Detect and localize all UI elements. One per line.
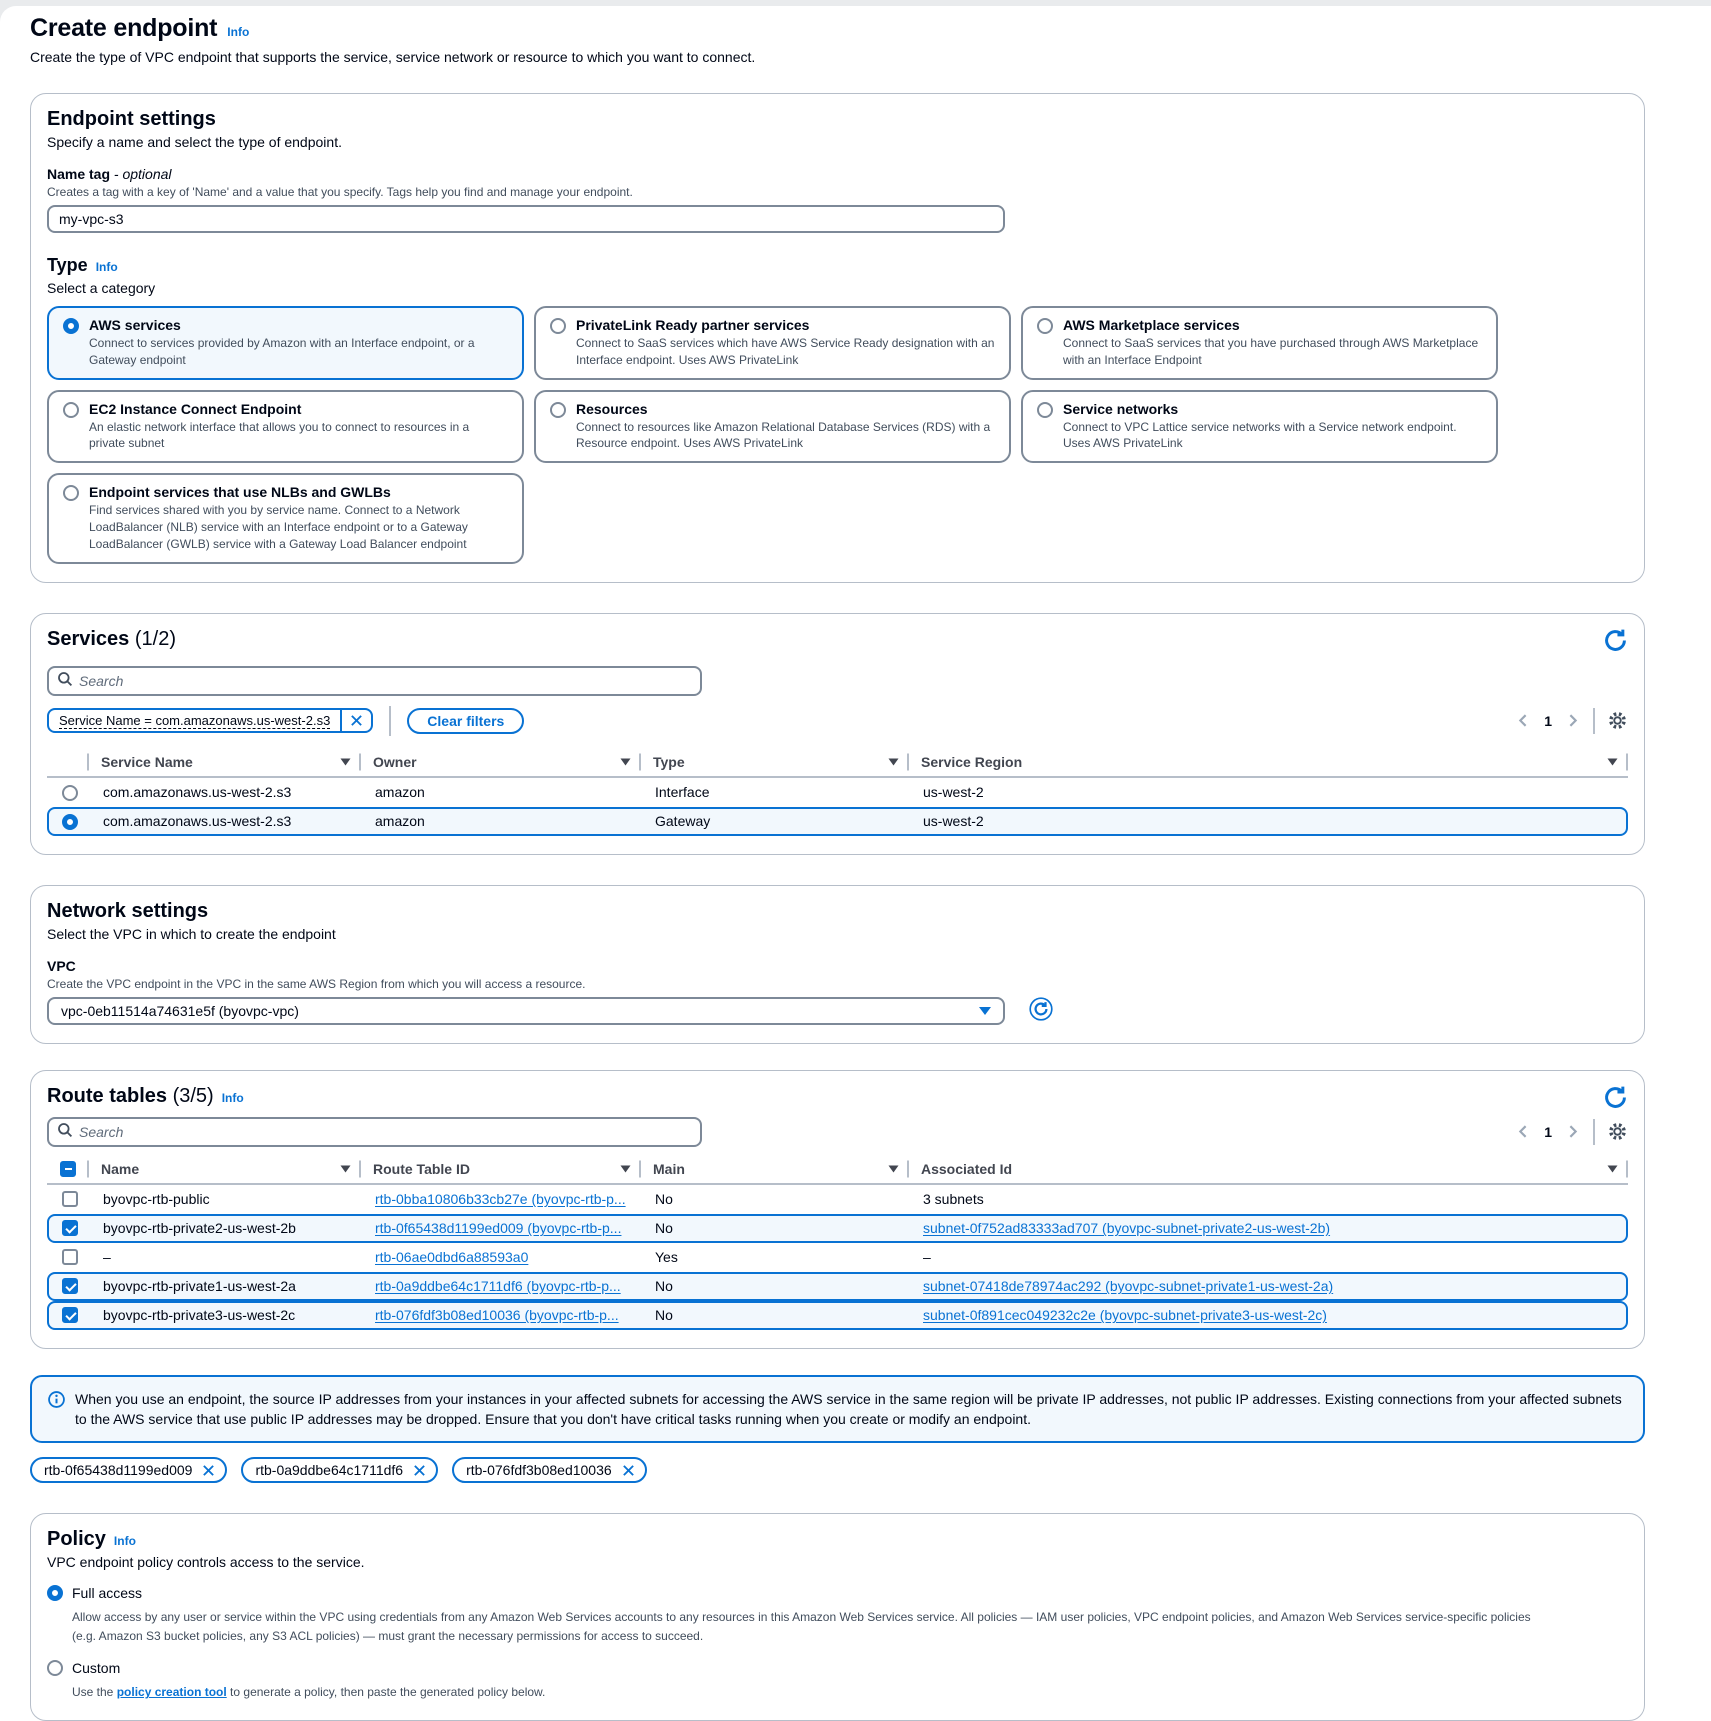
vpc-select-value: vpc-0eb11514a74631e5f (byovpc-vpc) [61,1002,299,1019]
page-prev-icon[interactable] [1515,712,1532,729]
row-checkbox-checked[interactable] [62,1220,78,1236]
radio-icon [1037,402,1053,418]
page-info-link[interactable]: Info [227,25,250,39]
route-table-row[interactable]: – rtb-06ae0dbd6a88593a0 Yes – [47,1243,1628,1272]
type-label: Type [47,255,88,275]
subnets-popover-link[interactable]: 3 subnets [923,1191,984,1208]
services-pagination [1515,708,1628,734]
full-access-description: Allow access by any user or service within the VPC using credentials from any Amazon Web Services accounts to any resources in this Amazon Web Services service. All policies — IAM user policies, VPC endpoint policies, and Amazon Web Services service-specific policies (e.g. Amazon S3 bucket policies, any S3 ACL policies) — must grant the necessary permissions for access to succeed. [72,1610,1531,1643]
route-table-id-link[interactable]: rtb-0a9ddbe64c1711df6 (byovpc-rtb-p... [375,1278,621,1295]
vpc-label: VPC [47,957,76,974]
refresh-icon [1603,1085,1628,1113]
policy-option-full-access [47,1584,1628,1645]
remove-chip-icon[interactable] [202,1464,215,1477]
radio-icon [1037,318,1053,334]
page-subtitle: Create the type of VPC endpoint that supports the service, service network or resource to which you want to connect. [30,49,756,65]
services-card [30,613,1645,855]
divider [1593,708,1595,734]
radio-icon [550,402,566,418]
divider [389,706,391,736]
services-page-number[interactable]: 1 [1544,712,1552,729]
column-filter-icon[interactable] [340,1165,351,1173]
name-tag-input[interactable] [47,205,1005,233]
endpoint-info-alert [30,1375,1645,1444]
route-table-id-link[interactable]: rtb-0bba10806b33cb27e (byovpc-rtb-p... [375,1191,626,1208]
custom-description: Use the policy creation tool to generate a policy, then paste the generated policy below. [72,1685,546,1700]
route-tables-table-header: Name Route Table ID Main Associated Id [47,1155,1628,1185]
column-filter-icon[interactable] [620,758,631,766]
route-table-row[interactable]: byovpc-rtb-public rtb-0bba10806b33cb27e (byovpc-rtb-p... No 3 subnets [47,1185,1628,1214]
route-tables-title: Route tables (3/5) [47,1084,214,1107]
route-tables-page-number[interactable]: 1 [1544,1123,1552,1140]
select-all-checkbox[interactable] [60,1161,76,1177]
caret-down-icon [979,1007,991,1015]
network-settings-description: Select the VPC in which to create the endpoint [47,925,336,942]
route-tables-preferences-gear-icon[interactable] [1607,1121,1628,1142]
type-option-resources[interactable]: Resources Connect to resources like Amazon Relational Database Services (RDS) with a Resource endpoint. Uses AWS PrivateLink [534,390,1011,464]
remove-chip-icon[interactable] [413,1464,426,1477]
page-prev-icon[interactable] [1515,1123,1532,1140]
clear-filters-button[interactable]: Clear filters [407,708,524,734]
info-icon [48,1391,65,1430]
remove-chip-icon[interactable] [622,1464,635,1477]
radio-checked-icon[interactable] [62,814,78,830]
policy-option-custom [47,1659,1628,1702]
route-tables-table [47,1155,1628,1330]
route-table-row[interactable]: byovpc-rtb-private1-us-west-2a rtb-0a9ddbe64c1711df6 (byovpc-rtb-p... No subnet-07418de78974ac292 (byovpc-subnet-private1-us-west-2a) [47,1272,1628,1301]
type-option-ec2-instance-connect[interactable]: EC2 Instance Connect Endpoint An elastic network interface that allows you to connect to resources in a private subnet [47,390,524,464]
policy-card [30,1513,1645,1721]
policy-title: Policy [47,1528,106,1551]
route-tables-card [30,1070,1645,1349]
vpc-helper: Create the VPC endpoint in the VPC in the same AWS Region from which you will access a resource. [47,976,586,991]
policy-info-link[interactable]: Info [113,1534,136,1549]
network-settings-title: Network settings [47,899,209,922]
services-preferences-gear-icon[interactable] [1607,710,1628,731]
radio-icon [47,1660,63,1676]
row-checkbox[interactable] [62,1191,78,1207]
route-table-row[interactable]: byovpc-rtb-private3-us-west-2c rtb-076fdf3b08ed10036 (byovpc-rtb-p... No subnet-0f891cec049232c2e (byovpc-subnet-private3-us-west-2c) [47,1301,1628,1330]
services-count: (1/2) [134,627,176,650]
column-filter-icon[interactable] [620,1165,631,1173]
route-table-chip[interactable]: rtb-0a9ddbe64c1711df6 [241,1457,438,1483]
service-row-interface[interactable]: com.amazonaws.us-west-2.s3 amazon Interface us-west-2 [47,778,1628,807]
type-description: Select a category [47,280,156,296]
remove-filter-icon[interactable] [340,710,371,731]
route-tables-refresh-button[interactable] [1603,1085,1628,1113]
subnet-link[interactable]: subnet-0f752ad83333ad707 (byovpc-subnet-private2-us-west-2b) [923,1220,1331,1237]
type-option-privatelink-partner[interactable]: PrivateLink Ready partner services Connect to SaaS services which have AWS Service Ready designation with an Interface endpoint. Uses AWS PrivateLink [534,306,1011,380]
route-tables-count: (3/5) [172,1084,214,1107]
endpoint-settings-card [30,93,1645,583]
endpoint-settings-description: Specify a name and select the type of endpoint. [47,134,342,150]
service-row-gateway[interactable]: com.amazonaws.us-west-2.s3 amazon Gateway us-west-2 [47,807,1628,836]
row-checkbox-checked[interactable] [62,1278,78,1294]
route-table-chip[interactable]: rtb-076fdf3b08ed10036 [452,1457,647,1483]
type-info-link[interactable]: Info [95,260,118,274]
full-access-radio[interactable]: Full access [47,1584,1628,1601]
divider [1593,1119,1595,1145]
services-table [47,748,1628,836]
route-table-id-link[interactable]: rtb-06ae0dbd6a88593a0 [375,1249,529,1266]
refresh-icon [1029,997,1053,1024]
route-table-chip[interactable]: rtb-0f65438d1199ed009 [30,1457,227,1483]
radio-icon [63,402,79,418]
subnet-link[interactable]: subnet-0f891cec049232c2e (byovpc-subnet-private3-us-west-2c) [923,1307,1327,1324]
type-option-service-networks[interactable]: Service networks Connect to VPC Lattice service networks with a Service network endpoint. Uses AWS PrivateLink [1021,390,1498,464]
vpc-select[interactable] [47,997,1005,1025]
column-filter-icon[interactable] [1607,758,1618,766]
name-tag-label: Name tag - optional [47,166,172,182]
services-refresh-button[interactable] [1603,628,1628,656]
custom-radio[interactable]: Custom [47,1659,1628,1676]
radio-icon [550,318,566,334]
search-icon [57,671,73,690]
type-option-marketplace[interactable]: AWS Marketplace services Connect to SaaS services that you have purchased through AWS Marketplace with an Interface Endpoint [1021,306,1498,380]
column-filter-icon[interactable] [888,758,899,766]
policy-description: VPC endpoint policy controls access to the service. [47,1554,365,1571]
services-title: Services (1/2) [47,627,176,650]
radio-checked-icon [63,318,79,334]
route-tables-search[interactable] [47,1117,702,1147]
create-endpoint-page [0,6,1711,1721]
radio-icon [63,485,79,501]
endpoint-settings-title: Endpoint settings [47,108,216,130]
page-next-icon[interactable] [1564,1123,1581,1140]
service-name-filter-chip[interactable]: Service Name = com.amazonaws.us-west-2.s3 [47,708,373,733]
column-filter-icon[interactable] [340,758,351,766]
services-search-input[interactable] [79,673,692,689]
alert-text: When you use an endpoint, the source IP addresses from your instances in your affected subnets for accessing the AWS service in the same region will be private IP addresses, not public IP addresses. Existing connections from your affected subnets to the AWS service that use public IP addresses may be dropped. Ensure that you don't have critical tasks running when you create or modify an endpoint. [75,1390,1622,1427]
route-tables-search-input[interactable] [79,1124,692,1140]
type-option-aws-services[interactable]: AWS services Connect to services provided by Amazon with an Interface endpoint, or a Gateway endpoint [47,306,524,380]
route-tables-info-link[interactable]: Info [221,1090,244,1105]
services-table-header: Service Name Owner Type Service Region [47,748,1628,778]
page-next-icon[interactable] [1564,712,1581,729]
column-filter-icon[interactable] [888,1165,899,1173]
row-checkbox-checked[interactable] [62,1307,78,1323]
radio-icon[interactable] [62,785,78,801]
search-icon [57,1122,73,1141]
row-checkbox[interactable] [62,1249,78,1265]
column-filter-icon[interactable] [1607,1165,1618,1173]
route-table-id-link[interactable]: rtb-0f65438d1199ed009 (byovpc-rtb-p... [375,1220,622,1237]
services-search[interactable] [47,666,702,696]
route-table-row[interactable]: byovpc-rtb-private2-us-west-2b rtb-0f65438d1199ed009 (byovpc-rtb-p... No subnet-0f752ad83333ad707 (byovpc-subnet-private2-us-west-2b) [47,1214,1628,1243]
type-option-nlb-gwlb[interactable]: Endpoint services that use NLBs and GWLBs Find services shared with you by service name. Connect to a Network LoadBalancer (NLB) service with an Interface endpoint or to a Gateway LoadBalancer (GWLB) service with a Gateway Load Balancer endpoint [47,473,524,563]
vpc-refresh-button[interactable] [1029,997,1053,1024]
selection-column-header [47,748,89,776]
name-tag-optional: - optional [113,166,172,182]
route-tables-pagination [1515,1119,1628,1145]
page-title: Create endpoint [30,14,218,42]
type-options-grid [47,306,1628,564]
refresh-icon [1603,628,1628,656]
radio-checked-icon [47,1585,63,1601]
policy-creation-tool-link[interactable]: policy creation tool [116,1685,227,1700]
select-all-header [47,1155,89,1183]
name-tag-helper: Creates a tag with a key of 'Name' and a value that you specify. Tags help you find and manage your endpoint. [47,185,633,199]
selected-route-tables [30,1457,1645,1483]
route-table-id-link[interactable]: rtb-076fdf3b08ed10036 (byovpc-rtb-p... [375,1307,619,1324]
network-settings-card [30,885,1645,1044]
subnet-link[interactable]: subnet-07418de78974ac292 (byovpc-subnet-private1-us-west-2a) [923,1278,1334,1295]
